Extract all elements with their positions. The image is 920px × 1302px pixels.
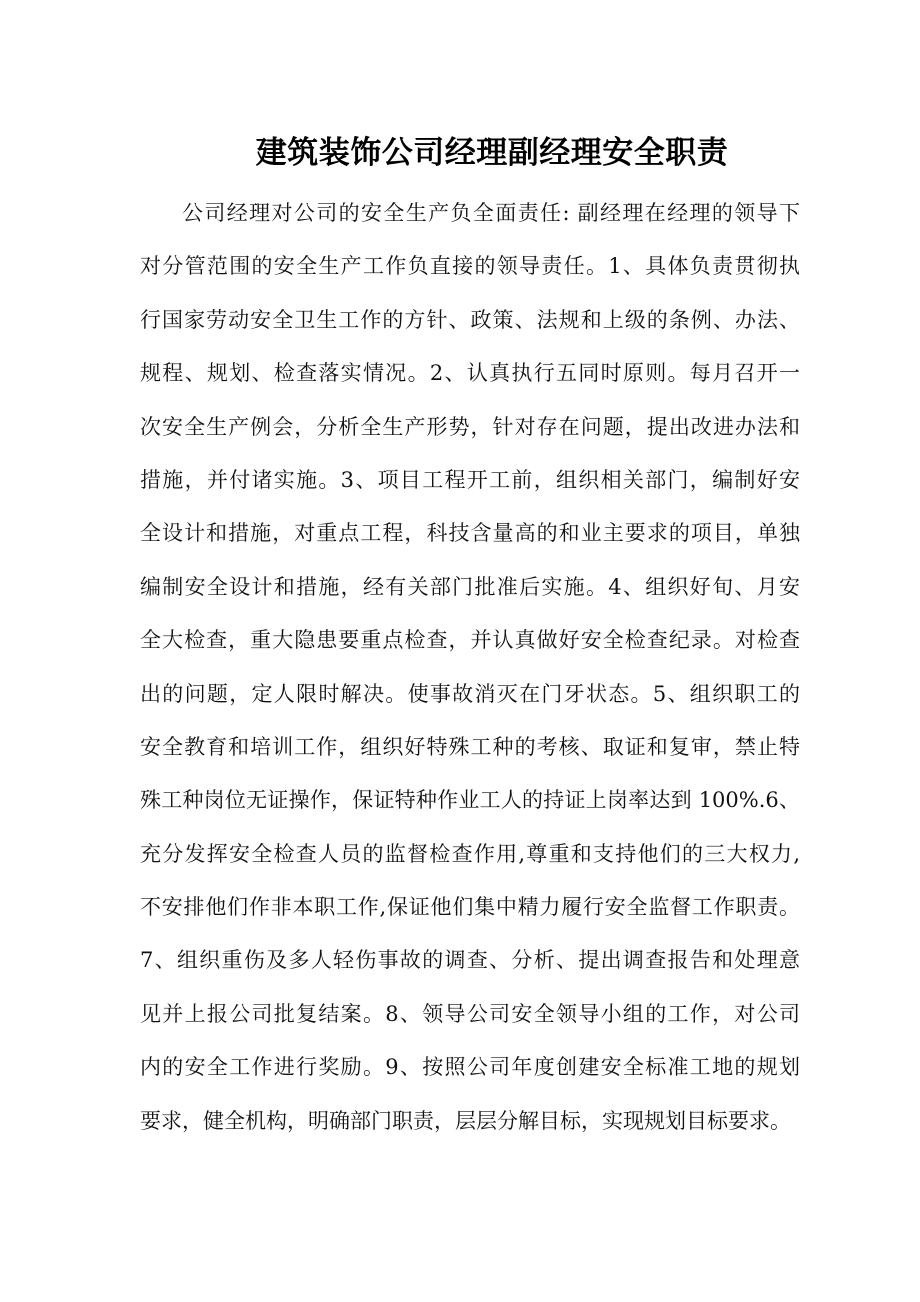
body-line-17: 内的安全工作进行奖励。9、按照公司年度创建安全标准工地的规划: [140, 1055, 800, 1080]
body-line-14: 不安排他们作非本职工作,保证他们集中精力履行安全监督工作职责。: [140, 895, 800, 920]
body-line-3: 行国家劳动安全卫生工作的方针、政策、法规和上级的条例、办法、: [140, 307, 800, 332]
body-line-5: 次安全生产例会，分析全生产形势，针对存在问题，提出改进办法和: [140, 414, 800, 439]
body-line-13: 充分发挥安全检查人员的监督检查作用,尊重和支持他们的三大权力,: [140, 841, 800, 866]
body-line-2: 对分管范围的安全生产工作负直接的领导责任。1、具体负责贯彻执: [140, 254, 800, 279]
body-line-18: 要求，健全机构，明确部门职责，层层分解目标，实现规划目标要求。: [140, 1108, 791, 1133]
body-line-8: 编制安全设计和措施，经有关部门批准后实施。4、组织好旬、月安: [140, 574, 800, 599]
body-line-10: 出的问题，定人限时解决。使事故消灭在门牙状态。5、组织职工的: [140, 681, 800, 706]
body-line-4: 规程、规划、检查落实情况。2、认真执行五同时原则。每月召开一: [140, 361, 800, 386]
body-line-12: 殊工种岗位无证操作，保证特种作业工人的持证上岗率达到 100%.6、: [140, 788, 800, 813]
body-line-15: 7、组织重伤及多人轻伤事故的调查、分析、提出调查报告和处理意: [140, 948, 800, 973]
body-line-1: 公司经理对公司的安全生产负全面责任: 副经理在经理的领导下: [182, 201, 800, 225]
body-line-11: 安全教育和培训工作，组织好特殊工种的考核、取证和复审，禁止特: [140, 734, 800, 759]
body-line-9: 全大检查，重大隐患要重点检查，并认真做好安全检查纪录。对检查: [140, 628, 800, 653]
body-line-7: 全设计和措施，对重点工程，科技含量高的和业主要求的项目，单独: [140, 521, 800, 546]
document-body: [140, 187, 800, 1148]
document-title: 建筑装饰公司经理副经理安全职责: [255, 134, 729, 171]
body-line-16: 见并上报公司批复结案。8、领导公司安全领导小组的工作，对公司: [140, 1001, 800, 1026]
body-line-6: 措施，并付诸实施。3、项目工程开工前，组织相关部门，编制好安: [140, 467, 800, 492]
